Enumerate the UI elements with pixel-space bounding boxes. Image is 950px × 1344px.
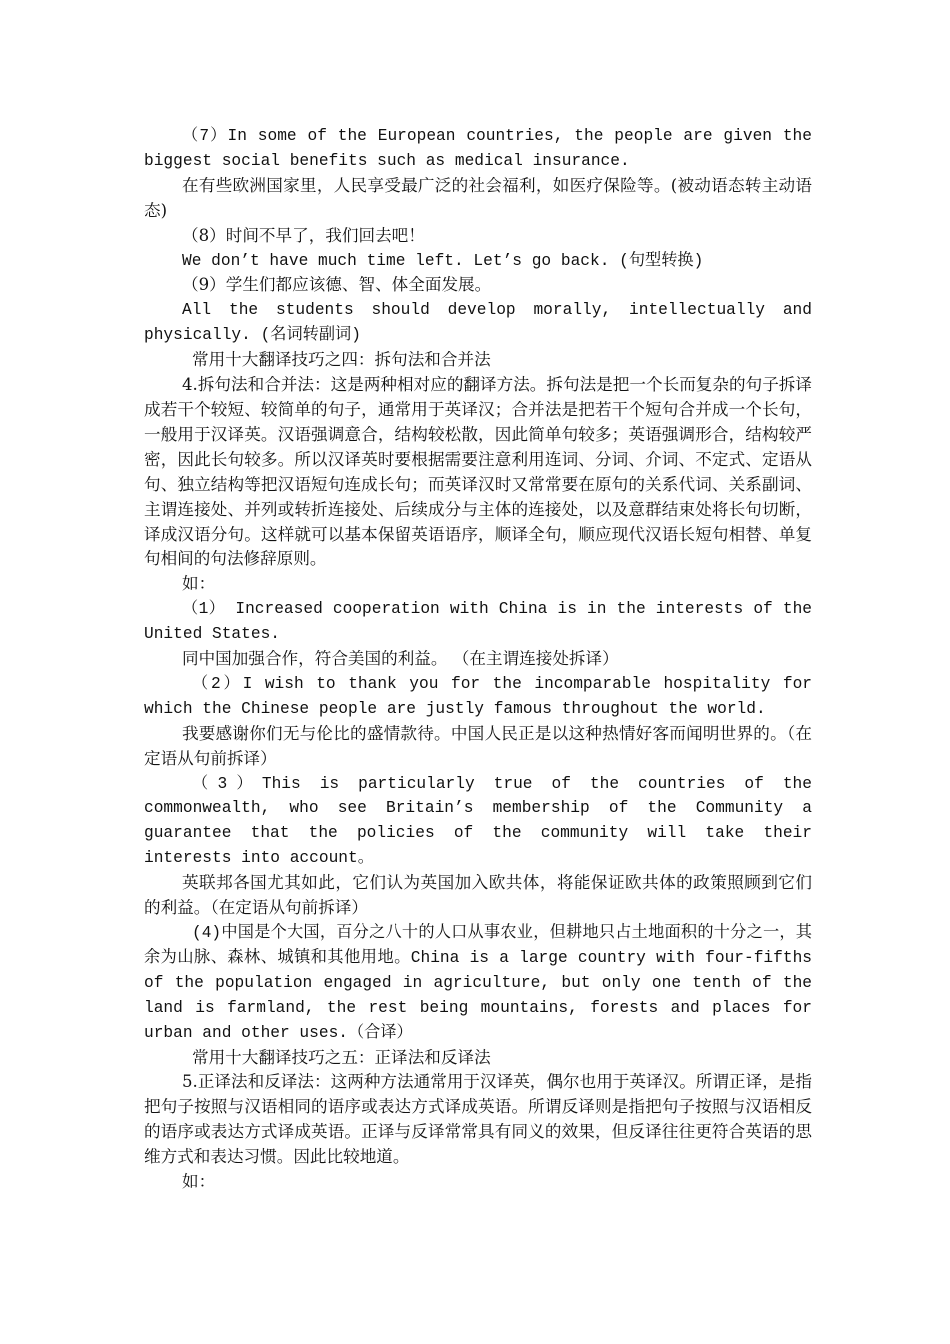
paragraph: 同中国加强合作，符合美国的利益。 （在主谓连接处拆译）	[182, 649, 619, 669]
paragraph: 我要感谢你们无与伦比的盛情款待。中国人民正是以这种热情好客而闻明世界的。（在定语从句前拆译）	[144, 723, 812, 768]
paragraph: （3）This is particularly true of the countries of the commonwealth, who see Britain’s membership of the Community a guarantee that the policies of the community will take their interests into account。	[144, 774, 812, 868]
paragraph: 4.拆句法和合并法：这是两种相对应的翻译方法。拆句法是把一个长而复杂的句子拆译成若干个较短、较简单的句子，通常用于英译汉；合并法是把若干个短句合并成一个长句，一般用于汉译英。汉语强调意合，结构较松散，因此简单句较多；英语强调形合，结构较严密，因此长句较多。所以汉译英时要根据需要注意利用连词、分词、介词、不定式、定语从句、独立结构等把汉语短句连成长句；而英译汉时又常常要在原句的关系代词、关系副词、主谓连接处、并列或转折连接处、后续成分与主体的连接处，以及意群结束处将长句切断，译成汉语分句。这样就可以基本保留英语语序，顺译全句，顺应现代汉语长短句相替、单复句相间的句法修辞原则。	[144, 375, 812, 569]
paragraph: 如：	[182, 1172, 216, 1192]
paragraph: （7）In some of the European countries, the people are given the biggest social benefits such as medical insurance.	[144, 127, 812, 170]
paragraph: （2）I wish to thank you for the incomparable hospitality for which the Chinese people are justly famous throughout the world.	[144, 674, 812, 718]
paragraph: 5.正译法和反译法：这两种方法通常用于汉译英，偶尔也用于英译汉。所谓正译，是指把句子按照与汉语相同的语序或表达方式译成英语。所谓反译则是指把句子按照与汉语相反的语序或表达方式译成英语。正译与反译常常具有同义的效果，但反译往往更符合英语的思维方式和表达习惯。因此比较地道。	[144, 1072, 812, 1167]
section-heading: 常用十大翻译技巧之五：正译法和反译法	[192, 1047, 491, 1067]
paragraph: （9）学生们都应该德、智、体全面发展。	[182, 275, 492, 295]
paragraph: （8）时间不早了，我们回去吧！	[182, 225, 425, 245]
document-body	[144, 124, 812, 1195]
paragraph: (4)中国是个大国，百分之八十的人口从事农业，但耕地只占土地面积的十分之一，其余为山脉、森林、城镇和其他用地。China is a large country with four-fifths of the population engaged in agriculture, but only one tenth of the land is farmland, the rest being mountains, forests and places for urban and other uses.（合译）	[144, 924, 812, 1042]
paragraph: We don’t have much time left. Let’s go back. (句型转换)	[182, 251, 704, 270]
paragraph: 在有些欧洲国家里，人民享受最广泛的社会福利，如医疗保险等。(被动语态转主动语态)	[144, 175, 812, 220]
paragraph: （1） Increased cooperation with China is in the interests of the United States.	[144, 600, 812, 644]
section-heading: 常用十大翻译技巧之四：拆句法和合并法	[192, 350, 491, 370]
paragraph: 如：	[182, 574, 216, 594]
paragraph: All the students should develop morally, intellectually and physically. (名词转副词)	[144, 301, 812, 345]
paragraph: 英联邦各国尤其如此，它们认为英国加入欧共体，将能保证欧共体的政策照顾到它们的利益。（在定语从句前拆译）	[144, 873, 812, 918]
